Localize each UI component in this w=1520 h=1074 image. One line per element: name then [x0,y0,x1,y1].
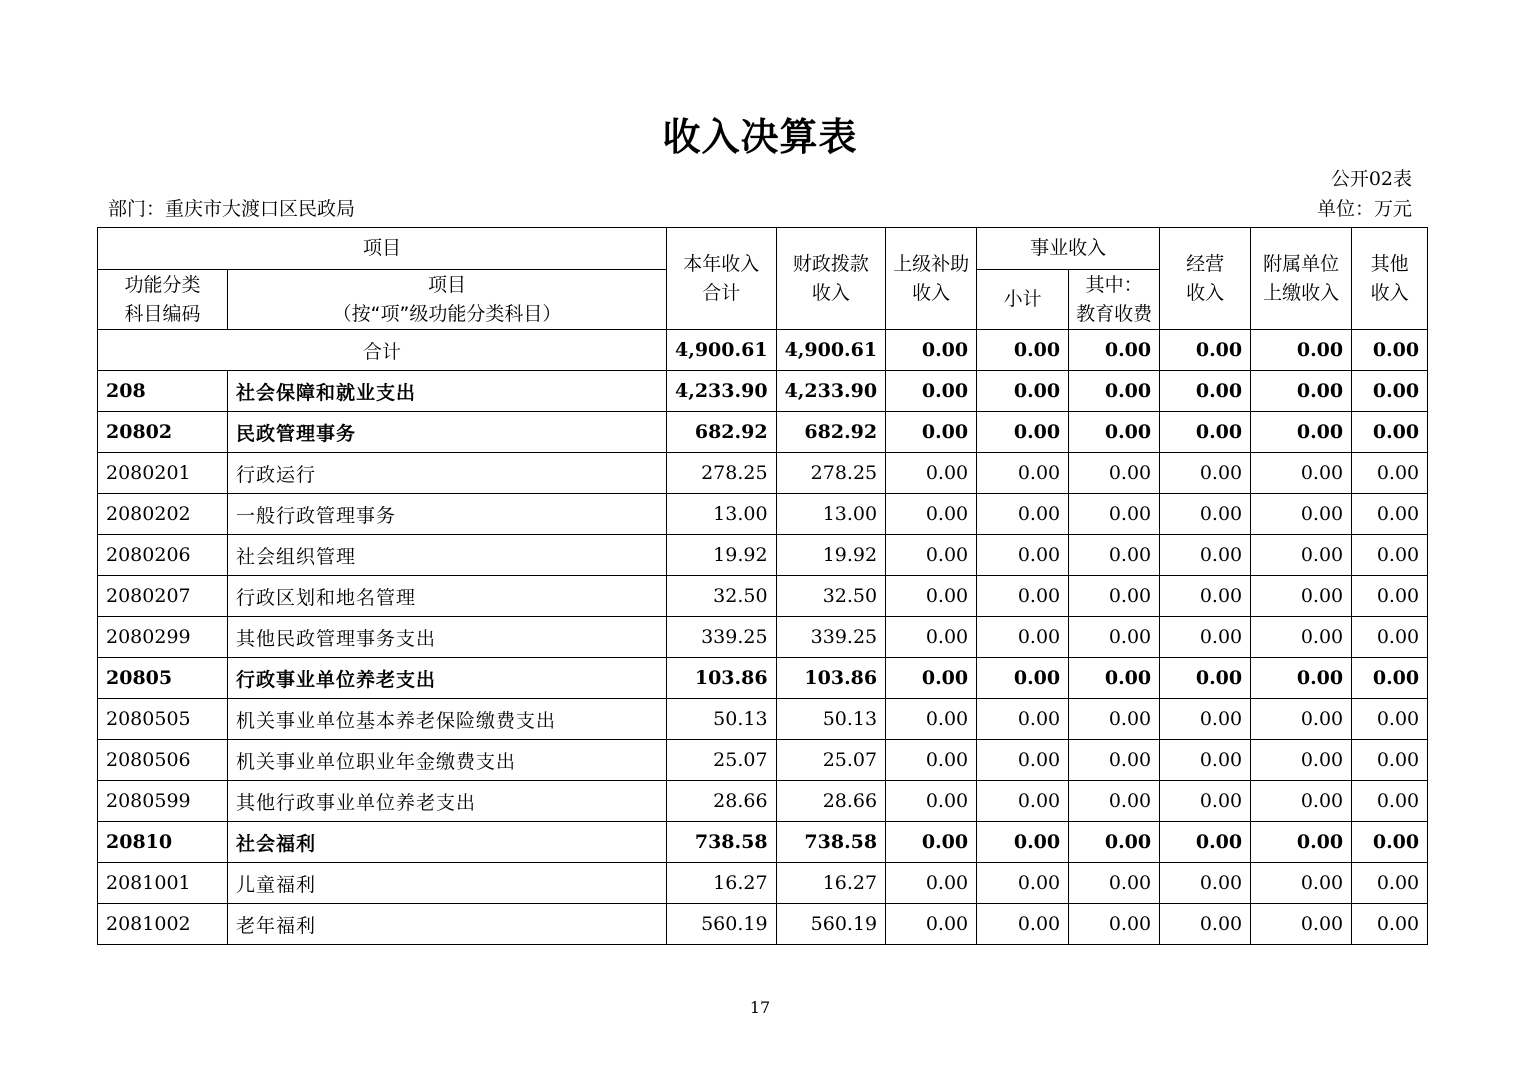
row-value: 19.92 [667,535,777,576]
row-code: 20805 [98,658,228,699]
row-value: 738.58 [667,822,777,863]
row-value: 0.00 [977,453,1069,494]
row-value: 0.00 [1251,863,1352,904]
table-row [98,904,1428,945]
row-value: 0.00 [1251,658,1352,699]
row-code: 2080299 [98,617,228,658]
row-value: 0.00 [886,822,977,863]
row-value: 0.00 [977,740,1069,781]
row-value: 0.00 [1160,535,1251,576]
header-affiliated: 附属单位 上缴收入 [1251,228,1352,330]
row-value: 13.00 [776,494,886,535]
table-row [98,371,1428,412]
row-value: 0.00 [1160,822,1251,863]
row-value: 0.00 [1069,699,1160,740]
row-value: 560.19 [776,904,886,945]
row-value: 0.00 [886,494,977,535]
header-career-edu: 其中： 教育收费 [1069,270,1160,330]
row-code: 2080505 [98,699,228,740]
table-row [98,453,1428,494]
row-value: 0.00 [1352,576,1428,617]
row-name: 社会组织管理 [228,535,667,576]
row-name: 行政运行 [228,453,667,494]
row-name: 机关事业单位职业年金缴费支出 [228,740,667,781]
total-value: 4,900.61 [776,330,886,371]
row-value: 19.92 [776,535,886,576]
row-value: 0.00 [1251,494,1352,535]
row-value: 28.66 [776,781,886,822]
row-value: 0.00 [977,658,1069,699]
row-value: 0.00 [886,658,977,699]
department-label: 部门：重庆市大渡口区民政局 [108,198,356,220]
row-code: 2080202 [98,494,228,535]
header-fiscal: 财政拨款 收入 [776,228,886,330]
total-value: 0.00 [886,330,977,371]
table-row [98,822,1428,863]
row-value: 0.00 [886,740,977,781]
row-value: 278.25 [776,453,886,494]
row-value: 0.00 [1160,453,1251,494]
row-value: 0.00 [1069,863,1160,904]
row-name: 民政管理事务 [228,412,667,453]
row-value: 50.13 [667,699,777,740]
row-value: 0.00 [1251,699,1352,740]
row-value: 103.86 [667,658,777,699]
total-label: 合计 [98,330,667,371]
row-value: 0.00 [886,617,977,658]
row-value: 0.00 [1251,822,1352,863]
row-name: 儿童福利 [228,863,667,904]
row-value: 0.00 [1069,576,1160,617]
row-value: 0.00 [977,371,1069,412]
total-value: 0.00 [1069,330,1160,371]
table-row [98,781,1428,822]
row-value: 0.00 [1069,494,1160,535]
row-value: 0.00 [1352,822,1428,863]
row-value: 0.00 [977,617,1069,658]
row-code: 2081001 [98,863,228,904]
header-other: 其他 收入 [1352,228,1428,330]
row-value: 339.25 [667,617,777,658]
row-value: 0.00 [1069,535,1160,576]
row-value: 0.00 [977,781,1069,822]
row-value: 0.00 [1352,494,1428,535]
row-value: 0.00 [1069,822,1160,863]
table-row [98,863,1428,904]
row-value: 0.00 [886,576,977,617]
row-value: 0.00 [1251,535,1352,576]
table-row [98,494,1428,535]
income-table [97,227,1428,945]
total-row [98,330,1428,371]
row-value: 0.00 [1069,617,1160,658]
row-value: 0.00 [886,699,977,740]
row-value: 738.58 [776,822,886,863]
row-value: 0.00 [1352,535,1428,576]
row-value: 0.00 [1160,904,1251,945]
total-value: 0.00 [1251,330,1352,371]
header-career-subtotal: 小计 [977,270,1069,330]
row-value: 0.00 [1069,781,1160,822]
row-value: 0.00 [977,535,1069,576]
row-value: 0.00 [1352,863,1428,904]
row-code: 2080207 [98,576,228,617]
row-value: 0.00 [1160,412,1251,453]
table-row [98,658,1428,699]
row-value: 32.50 [667,576,777,617]
row-code: 2080506 [98,740,228,781]
row-value: 0.00 [1069,740,1160,781]
page-title: 收入决算表 [662,115,858,159]
row-value: 0.00 [1160,863,1251,904]
row-value: 0.00 [1069,412,1160,453]
row-value: 0.00 [1352,904,1428,945]
row-value: 0.00 [1069,904,1160,945]
table-row [98,617,1428,658]
total-value: 0.00 [977,330,1069,371]
row-name: 其他民政管理事务支出 [228,617,667,658]
page-number: 17 [749,998,771,1017]
row-name: 社会福利 [228,822,667,863]
row-code: 2080599 [98,781,228,822]
header-item-name: 项目 （按“项”级功能分类科目） [228,270,667,330]
row-value: 0.00 [886,904,977,945]
row-value: 0.00 [977,699,1069,740]
row-value: 0.00 [1352,658,1428,699]
row-value: 13.00 [667,494,777,535]
row-value: 0.00 [977,576,1069,617]
row-value: 0.00 [1352,740,1428,781]
header-func-code: 功能分类 科目编码 [98,270,228,330]
row-value: 0.00 [1069,453,1160,494]
row-value: 0.00 [1352,699,1428,740]
table-row [98,535,1428,576]
row-code: 208 [98,371,228,412]
row-value: 25.07 [667,740,777,781]
row-value: 16.27 [667,863,777,904]
row-name: 社会保障和就业支出 [228,371,667,412]
total-value: 0.00 [1160,330,1251,371]
row-code: 20802 [98,412,228,453]
row-value: 0.00 [1352,453,1428,494]
unit-label: 单位：万元 [1316,198,1412,220]
row-value: 28.66 [667,781,777,822]
header-career-group: 事业收入 [977,228,1160,270]
row-value: 560.19 [667,904,777,945]
row-value: 0.00 [977,904,1069,945]
table-row [98,740,1428,781]
row-value: 0.00 [1251,576,1352,617]
row-value: 4,233.90 [667,371,777,412]
table-row [98,412,1428,453]
row-value: 339.25 [776,617,886,658]
row-name: 机关事业单位基本养老保险缴费支出 [228,699,667,740]
row-value: 4,233.90 [776,371,886,412]
total-value: 0.00 [1352,330,1428,371]
row-value: 0.00 [1352,781,1428,822]
total-value: 4,900.61 [667,330,777,371]
row-value: 0.00 [1251,617,1352,658]
row-value: 0.00 [1160,699,1251,740]
row-name: 老年福利 [228,904,667,945]
row-value: 50.13 [776,699,886,740]
row-value: 0.00 [1160,740,1251,781]
row-name: 一般行政管理事务 [228,494,667,535]
row-value: 0.00 [886,412,977,453]
row-code: 2080201 [98,453,228,494]
row-code: 2080206 [98,535,228,576]
header-business: 经营 收入 [1160,228,1251,330]
row-value: 0.00 [1251,412,1352,453]
row-value: 0.00 [1160,781,1251,822]
row-value: 0.00 [1251,740,1352,781]
row-value: 25.07 [776,740,886,781]
row-value: 0.00 [1160,617,1251,658]
row-value: 103.86 [776,658,886,699]
row-name: 行政事业单位养老支出 [228,658,667,699]
header-total: 本年收入 合计 [667,228,777,330]
row-value: 0.00 [1160,658,1251,699]
row-code: 20810 [98,822,228,863]
row-value: 0.00 [1160,576,1251,617]
row-value: 0.00 [1251,781,1352,822]
row-value: 278.25 [667,453,777,494]
form-number: 公开02表 [1330,168,1412,190]
row-value: 0.00 [1160,371,1251,412]
row-value: 0.00 [977,412,1069,453]
header-superior: 上级补助 收入 [886,228,977,330]
row-name: 其他行政事业单位养老支出 [228,781,667,822]
row-value: 32.50 [776,576,886,617]
row-value: 0.00 [886,535,977,576]
row-value: 0.00 [1160,494,1251,535]
row-value: 0.00 [977,822,1069,863]
row-value: 16.27 [776,863,886,904]
row-value: 0.00 [886,863,977,904]
row-value: 0.00 [1069,658,1160,699]
row-value: 0.00 [886,781,977,822]
row-value: 0.00 [1352,412,1428,453]
row-value: 0.00 [1251,904,1352,945]
table-row [98,699,1428,740]
row-value: 0.00 [1251,371,1352,412]
header-item-group: 项目 [98,228,667,270]
row-value: 0.00 [1069,371,1160,412]
row-value: 0.00 [1352,617,1428,658]
row-value: 682.92 [776,412,886,453]
table-row [98,576,1428,617]
row-value: 0.00 [1251,453,1352,494]
row-name: 行政区划和地名管理 [228,576,667,617]
row-value: 0.00 [1352,371,1428,412]
row-value: 682.92 [667,412,777,453]
row-value: 0.00 [977,863,1069,904]
row-value: 0.00 [977,494,1069,535]
row-value: 0.00 [886,371,977,412]
row-code: 2081002 [98,904,228,945]
row-value: 0.00 [886,453,977,494]
